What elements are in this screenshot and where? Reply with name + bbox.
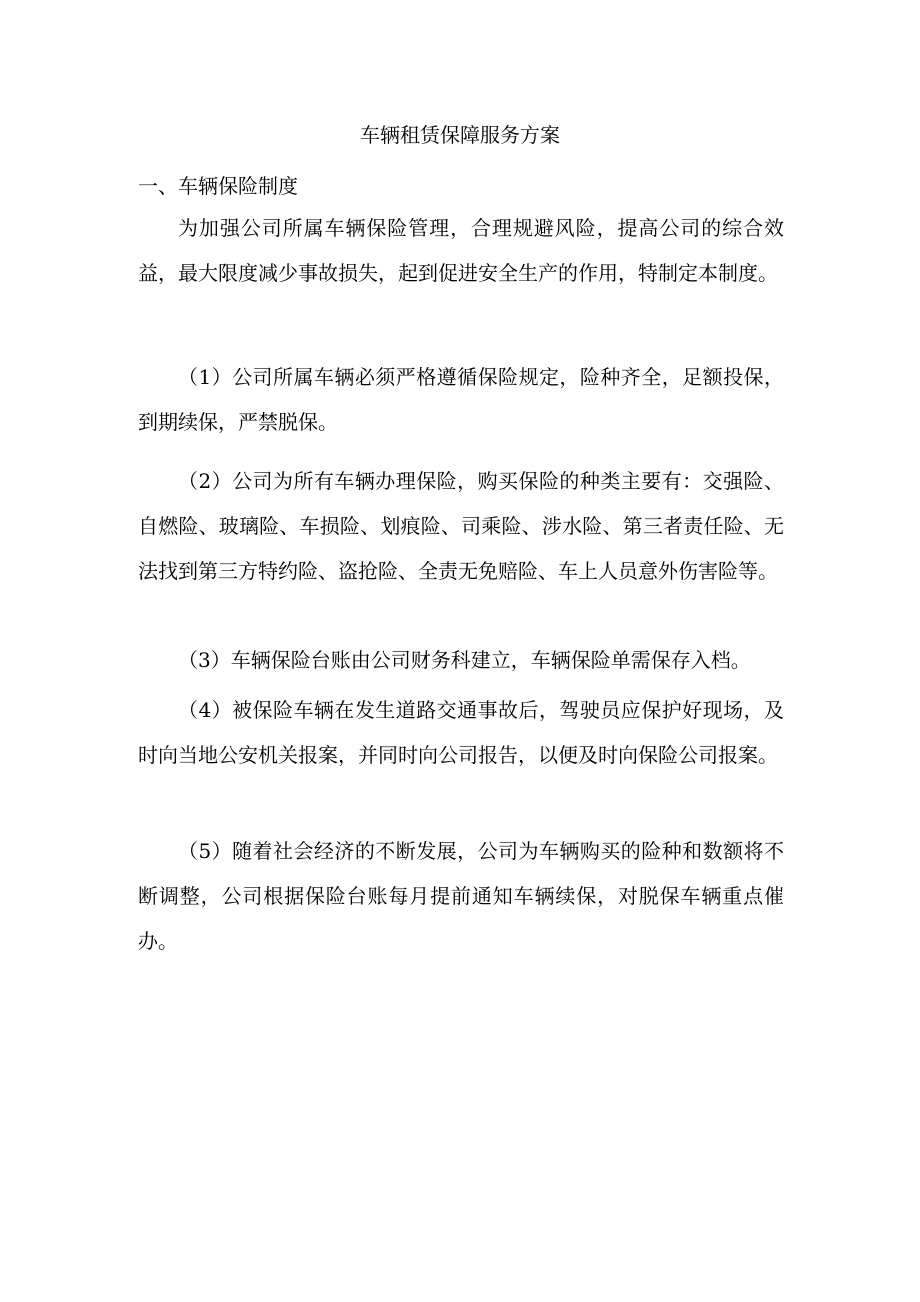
paragraph-item-5: （5）随着社会经济的不断发展，公司为车辆购买的险种和数额将不断调整，公司根据保险台账每月提前通知车辆续保，对脱保车辆重点催办。 [138,839,784,953]
paragraph-item-2: （2）公司为所有车辆办理保险，购买保险的种类主要有：交强险、自燃险、玻璃险、车损险、划痕险、司乘险、涉水险、第三者责任险、无法找到第三方特约险、盗抢险、全责无免赔险、车上人员意外伤害险等。 [138,469,784,583]
document-title: 车辆租赁保障服务方案 [360,123,560,147]
paragraph-item-4: （4）被保险车辆在发生道路交通事故后，驾驶员应保护好现场，及时向当地公安机关报案，并同时向公司报告，以便及时向保险公司报案。 [138,698,784,767]
paragraph-item-3: （3）车辆保险台账由公司财务科建立，车辆保险单需保存入档。 [178,648,751,672]
paragraph-intro: 为加强公司所属车辆保险管理，合理规避风险，提高公司的综合效益，最大限度减少事故损失，起到促进安全生产的作用，特制定本制度。 [138,216,784,285]
section-heading: 一、车辆保险制度 [138,174,298,198]
paragraph-item-1: （1）公司所属车辆必须严格遵循保险规定，险种齐全，足额投保，到期续保，严禁脱保。 [138,365,784,434]
